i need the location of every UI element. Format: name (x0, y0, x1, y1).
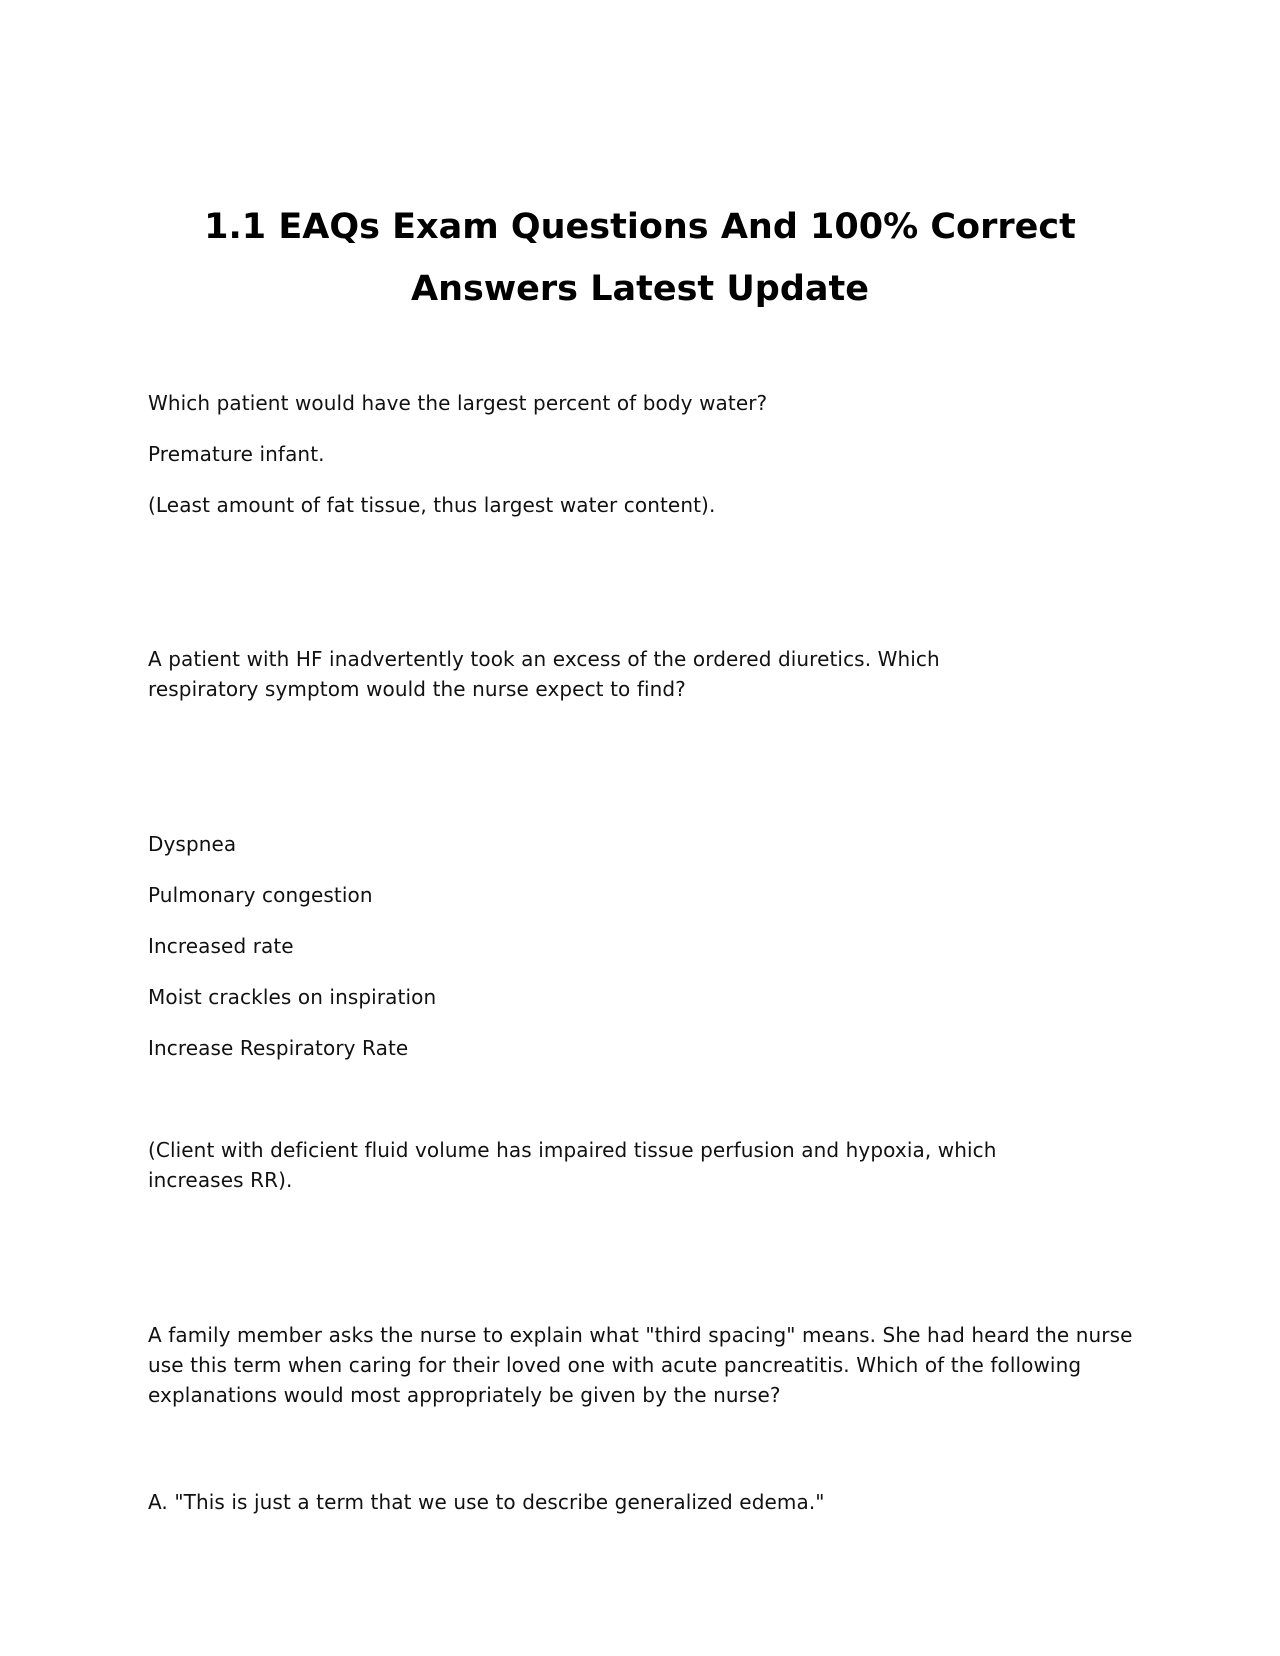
q2-option-1: Dyspnea (148, 832, 237, 856)
q3-option-a: A. "This is just a term that we use to describe generalized edema." (148, 1490, 825, 1514)
q2-option-5: Increase Respiratory Rate (148, 1036, 409, 1060)
q2-option-3: Increased rate (148, 934, 294, 958)
q2-question: A patient with HF inadvertently took an excess of the ordered diuretics. Which respiratory symptom would the nurse expect to find? (148, 647, 940, 701)
q3-question: A family member asks the nurse to explain what "third spacing" means. She had heard the nurse use this term when caring for their loved one with acute pancreatitis. Which of the following explanations would most appropriately be given by the nurse? (148, 1323, 1133, 1407)
q1-rationale: (Least amount of fat tissue, thus largest water content). (148, 493, 716, 517)
q1-question: Which patient would have the largest percent of body water? (148, 391, 768, 415)
q2-option-2: Pulmonary congestion (148, 883, 373, 907)
q1-answer: Premature infant. (148, 442, 325, 466)
q2-option-4: Moist crackles on inspiration (148, 985, 437, 1009)
document-title: 1.1 EAQs Exam Questions And 100% Correct Answers Latest Update (204, 207, 1076, 309)
q2-rationale: (Client with deficient fluid volume has impaired tissue perfusion and hypoxia, which increases RR). (148, 1138, 997, 1192)
